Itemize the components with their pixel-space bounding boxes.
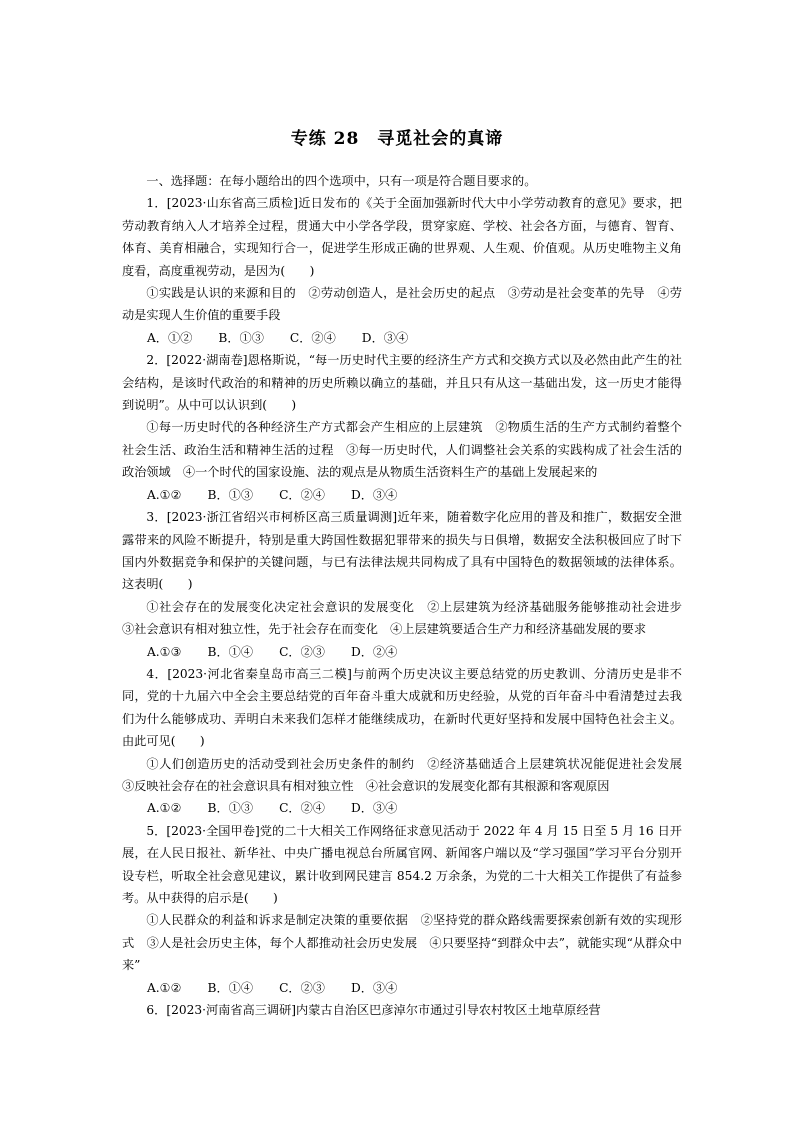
question-stem: 6．[2023·河南省高三调研]内蒙古自治区巴彦淖尔市通过引导农村牧区土地草原经营 <box>146 1003 601 1018</box>
question-stem: 5．[2023·全国甲卷]党的二十大相关工作网络征求意见活动于 2022 年 4 月 15 日至 5 月 16 日开展，在人民日报社、新华社、中央广播电视总台所属官网、新闻客户端以及“学习强国”学习平台分别开设专栏，听取全社会意见建议，累计收到网民建言 854.2 万余条，为党的二十大相关工作提供了有益参考。从中获得的启示是( ) <box>122 823 682 905</box>
option-d[interactable]: D．③④ <box>350 801 398 816</box>
question-list <box>122 170 695 1021</box>
option-b[interactable]: B．①③ <box>207 487 254 502</box>
option-c[interactable]: C．②③ <box>279 980 325 995</box>
section-heading: 一、选择题：在每小题给出的四个选项中，只有一项是符合题目要求的。 <box>146 174 537 188</box>
option-b[interactable]: B．①③ <box>207 801 254 816</box>
option-c[interactable]: C．②④ <box>279 487 325 502</box>
question-stem: 4．[2023·河北省秦皇岛市高三二模]与前两个历史决议主要总结党的历史教训、分清历史是非不同，党的十九届六中全会主要总结党的百年奋斗重大成就和历史经验，从党的百年奋斗中看清楚过去我们为什么能够成功、弄明白未来我们怎样才能继续成功，在新时代更好坚持和发展中国特色社会主义。由此可见( ) <box>122 666 682 749</box>
page-title: 专练 28 寻觅社会的真谛 <box>290 129 504 149</box>
question-statements: ①社会存在的发展变化决定社会意识的发展变化 ②上层建筑为经济基础服务能够推动社会进步 ③社会意识有相对独立性，先于社会存在而变化 ④上层建筑要适合生产力和经济基础发展的要求 <box>122 599 695 637</box>
option-c[interactable]: C．②④ <box>289 330 336 345</box>
question-stem: 3．[2023·浙江省绍兴市柯桥区高三质量调测]近年来，随着数字化应用的普及和推广，数据安全泄露带来的风险不断提升，特别是重大跨国性数据犯罪带来的损失与日俱增，数据安全法积极回应了时下国内外数据竞争和保护的关键问题，与已有法律法规共同构成了具有中国特色的数据领域的法律体系。这表明( ) <box>122 510 682 592</box>
option-a[interactable]: A.①② <box>147 801 182 816</box>
option-d[interactable]: D．②④ <box>350 644 398 659</box>
option-a[interactable]: A.①② <box>147 980 182 995</box>
option-b[interactable]: B．①④ <box>207 644 254 659</box>
question-statements: ①每一历史时代的各种经济生产方式都会产生相应的上层建筑 ②物质生活的生产方式制约着整个社会生活、政治生活和精神生活的过程 ③每一历史时代，人们调整社会关系的实践构成了社会生活的政治领域 ④一个时代的国家设施、法的观点是从物质生活资料生产的基础上发展起来的 <box>122 420 682 480</box>
option-b[interactable]: B．①③ <box>218 330 264 345</box>
option-a[interactable]: A.①② <box>147 487 182 502</box>
option-d[interactable]: D．③④ <box>350 980 398 995</box>
answer-options <box>122 327 682 349</box>
question-stem: 2．[2022·湖南卷]恩格斯说，“每一历史时代主要的经济生产方式和交换方式以及必然由此产生的社会结构，是该时代政治的和精神的历史所赖以确立的基础，并且只有从这一基础出发，这一历史才能得到说明”。从中可以认识到( ) <box>122 353 682 413</box>
answer-options <box>122 797 682 819</box>
answer-options <box>122 484 682 506</box>
answer-options <box>122 641 682 663</box>
question-statements: ①人民群众的利益和诉求是制定决策的重要依据 ②坚持党的群众路线需要探索创新有效的实现形式 ③人是社会历史主体，每个人都推动社会历史发展 ④只要坚持“到群众中去”，就能实现“从群众中来” <box>122 913 682 973</box>
option-c[interactable]: C．②④ <box>279 801 325 816</box>
option-a[interactable]: A.①③ <box>147 644 182 659</box>
option-c[interactable]: C．②③ <box>279 644 325 659</box>
option-d[interactable]: D．③④ <box>350 487 398 502</box>
option-d[interactable]: D．③④ <box>361 330 409 345</box>
option-b[interactable]: B．①④ <box>207 980 254 995</box>
option-a[interactable]: A．①② <box>147 330 193 345</box>
question-statements: ①人们创造历史的活动受到社会历史条件的制约 ②经济基础适合上层建筑状况能促进社会发展 ③反映社会存在的社会意识具有相对独立性 ④社会意识的发展变化都有其根源和客观原因 <box>122 756 695 793</box>
answer-options <box>122 977 682 999</box>
question-statements: ①实践是认识的来源和目的 ②劳动创造人，是社会历史的起点 ③劳动是社会变革的先导 ④劳动是实现人生价值的重要手段 <box>122 286 682 323</box>
question-stem: 1．[2023·山东省高三质检]近日发布的《关于全面加强新时代大中小学劳动教育的意见》要求，把劳动教育纳入人才培养全过程，贯通大中小学各学段，贯穿家庭、学校、社会各方面，与德育、智育、体育、美育相融合，实现知行合一，促进学生形成正确的世界观、人生观、价值观。从历史唯物主义角度看，高度重视劳动，是因为( ) <box>122 196 682 278</box>
